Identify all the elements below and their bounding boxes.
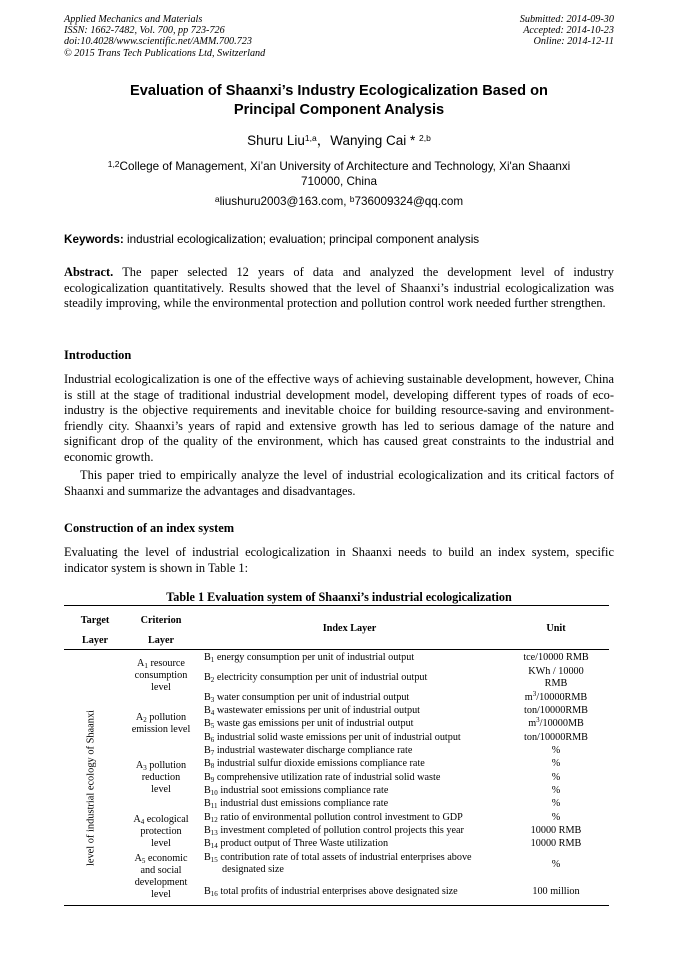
email-a-mark: a bbox=[214, 194, 220, 204]
index-b11: B11 industrial dust emissions compliance rate bbox=[204, 798, 389, 810]
author-1: Shuru Liu bbox=[247, 133, 305, 148]
doi-line: doi:10.4028/www.scientific.net/AMM.700.723 bbox=[64, 36, 252, 48]
header-unit: Unit bbox=[546, 623, 566, 634]
author-1-affiliation-mark: 1,a bbox=[304, 133, 317, 143]
target-layer-label: level of industrial ecology of Shaanxi bbox=[85, 709, 97, 867]
header-criterion-layer: Criterion Layer bbox=[140, 615, 182, 646]
author-list bbox=[64, 132, 614, 149]
unit-b7: % bbox=[551, 745, 561, 756]
unit-b5: $m^3/10000MB$ bbox=[528, 716, 584, 729]
evaluation-table bbox=[64, 605, 609, 906]
index-b16: B16 total profits of industrial enterprises above designated size bbox=[204, 886, 458, 898]
unit-b10: % bbox=[551, 785, 561, 796]
issn-line: ISSN: 1662-7482, Vol. 700, pp 723-726 bbox=[64, 25, 225, 37]
index-b10: B10 industrial soot emissions compliance rate bbox=[204, 785, 389, 797]
unit-b3: $m^3/10000RMB$ bbox=[524, 690, 588, 703]
index-b1: B1 energy consumption per unit of industrial output bbox=[204, 652, 415, 664]
unit-b4: ton/10000RMB bbox=[524, 705, 588, 716]
affiliation-line-2: 710000, China bbox=[300, 175, 378, 188]
online-date: Online: 2014-12-11 bbox=[533, 36, 614, 48]
index-b14: B14 product output of Three Waste utilization bbox=[204, 838, 389, 850]
paper-title bbox=[64, 82, 614, 120]
unit-b8: % bbox=[551, 758, 561, 769]
index-b5: B5 waste gas emissions per unit of industrial output bbox=[204, 718, 414, 730]
criterion-a5: A5 economic and social development level bbox=[134, 853, 188, 900]
author-emails bbox=[64, 194, 614, 209]
unit-b1: tce/10000 RMB bbox=[523, 652, 589, 663]
abstract-label: Abstract. bbox=[64, 265, 114, 279]
table-header-rule bbox=[64, 649, 609, 650]
header-index-layer: Index Layer bbox=[322, 623, 377, 634]
index-b13: B13 investment completed of pollution control projects this year bbox=[204, 825, 464, 837]
unit-b14: 10000 RMB bbox=[530, 838, 582, 849]
target-layer-cell bbox=[83, 679, 99, 897]
copyright-line: © 2015 Trans Tech Publications Ltd, Switzerland bbox=[64, 47, 266, 59]
index-b9: B9 comprehensive utilization rate of industrial solid waste bbox=[204, 772, 441, 784]
unit-b13: 10000 RMB bbox=[530, 825, 582, 836]
unit-b9: % bbox=[551, 772, 561, 783]
introduction-paragraph-2: This paper tried to empirically analyze the level of industrial ecologicalization and its critical factors of Shaanxi and summarize the advantages and disadvantages. bbox=[64, 468, 614, 498]
criterion-a2: A2 pollution emission level bbox=[131, 712, 191, 735]
index-b4: B4 wastewater emissions per unit of industrial output bbox=[204, 705, 420, 717]
index-b15: B15 contribution rate of total assets of industrial enterprises above designated size bbox=[204, 852, 472, 875]
abstract bbox=[64, 265, 614, 312]
table-caption: Table 1 Evaluation system of Shaanxi’s industrial ecologicalization bbox=[166, 590, 512, 604]
header-target-layer: Target Layer bbox=[80, 615, 110, 646]
accepted-date: Accepted: 2014-10-23 bbox=[523, 25, 614, 37]
index-b7: B7 industrial wastewater discharge compliance rate bbox=[204, 745, 413, 757]
email-b: 736009324@qq.com bbox=[354, 195, 464, 208]
email-b-mark: b bbox=[349, 194, 355, 204]
index-b3: B3 water consumption per unit of industrial output bbox=[204, 692, 410, 704]
index-b2: B2 electricity consumption per unit of industrial output bbox=[204, 672, 428, 684]
keywords-text: industrial ecologicalization; evaluation; principal component analysis bbox=[123, 233, 480, 246]
criterion-a4: A4 ecological protection level bbox=[133, 814, 189, 849]
unit-b11: % bbox=[551, 798, 561, 809]
email-separator: , bbox=[343, 195, 350, 208]
criterion-a3: A3 pollution reduction level bbox=[135, 760, 187, 795]
table-bottom-rule bbox=[64, 905, 609, 906]
index-b8: B8 industrial sulfur dioxide emissions compliance rate bbox=[204, 758, 425, 770]
submitted-date: Submitted: 2014-09-30 bbox=[519, 14, 614, 25]
index-b12: B12 ratio of environmental pollution control investment to GDP bbox=[204, 812, 463, 824]
unit-b12: % bbox=[551, 812, 561, 823]
unit-b6: ton/10000RMB bbox=[524, 732, 588, 743]
unit-b15: % bbox=[551, 859, 561, 870]
affiliation-line-1: College of Management, Xi’an University of Architecture and Technology, Xi'an Shaanxi bbox=[119, 160, 571, 173]
title-line-1: Evaluation of Shaanxi’s Industry Ecologicalization Based on bbox=[130, 83, 548, 99]
author-2-affiliation-mark: 2,b bbox=[419, 133, 431, 143]
criterion-a1: A1 resource consumption level bbox=[134, 658, 188, 693]
introduction-paragraph-1: Industrial ecologicalization is one of the effective ways of achieving sustainable development, however, China is still at the stage of traditional industrial development model, developing different types of roads of eco-industry is the objective requirements and inevitable choice for building resource-saving and environment-friendly city. Shaanxi’s years of rapid and extensive growth has led to serious damage of the nature and significant drop of the quality of the environment, which has caused great constraints to the industrial and economic growth. bbox=[64, 372, 614, 464]
affiliation bbox=[64, 159, 614, 189]
abstract-text: The paper selected 12 years of data and analyzed the development level of industry ecologicalization quantitatively. Results showed that the level of Shaanxi’s industrial ecologicalization was steadily improving, while the environmental protection and pollution control work needed further strengthen. bbox=[64, 265, 614, 311]
table-top-rule bbox=[64, 605, 609, 606]
keywords bbox=[64, 232, 614, 247]
keywords-label: Keywords: bbox=[64, 233, 124, 246]
email-a: liushuru2003@163.com bbox=[219, 195, 344, 208]
index-system-paragraph: Evaluating the level of industrial ecologicalization in Shaanxi needs to build an index system, specific indicator system is shown in Table 1: bbox=[64, 545, 614, 575]
author-separator: ， bbox=[316, 133, 331, 148]
author-2: Wanying Cai bbox=[330, 133, 407, 148]
journal-name: Applied Mechanics and Materials bbox=[64, 14, 203, 25]
index-b6: B6 industrial solid waste emissions per unit of industrial output bbox=[204, 732, 461, 744]
title-line-2: Principal Component Analysis bbox=[233, 102, 445, 118]
corresponding-author-mark: * bbox=[406, 133, 420, 148]
introduction-heading: Introduction bbox=[64, 348, 132, 362]
unit-b16: 100 million bbox=[532, 886, 580, 897]
journal-header bbox=[64, 14, 265, 59]
index-system-heading: Construction of an index system bbox=[64, 521, 235, 535]
unit-b2: KWh / 10000 RMB bbox=[528, 666, 584, 689]
dates-header bbox=[520, 14, 614, 48]
affiliation-mark: 1,2 bbox=[107, 159, 120, 169]
